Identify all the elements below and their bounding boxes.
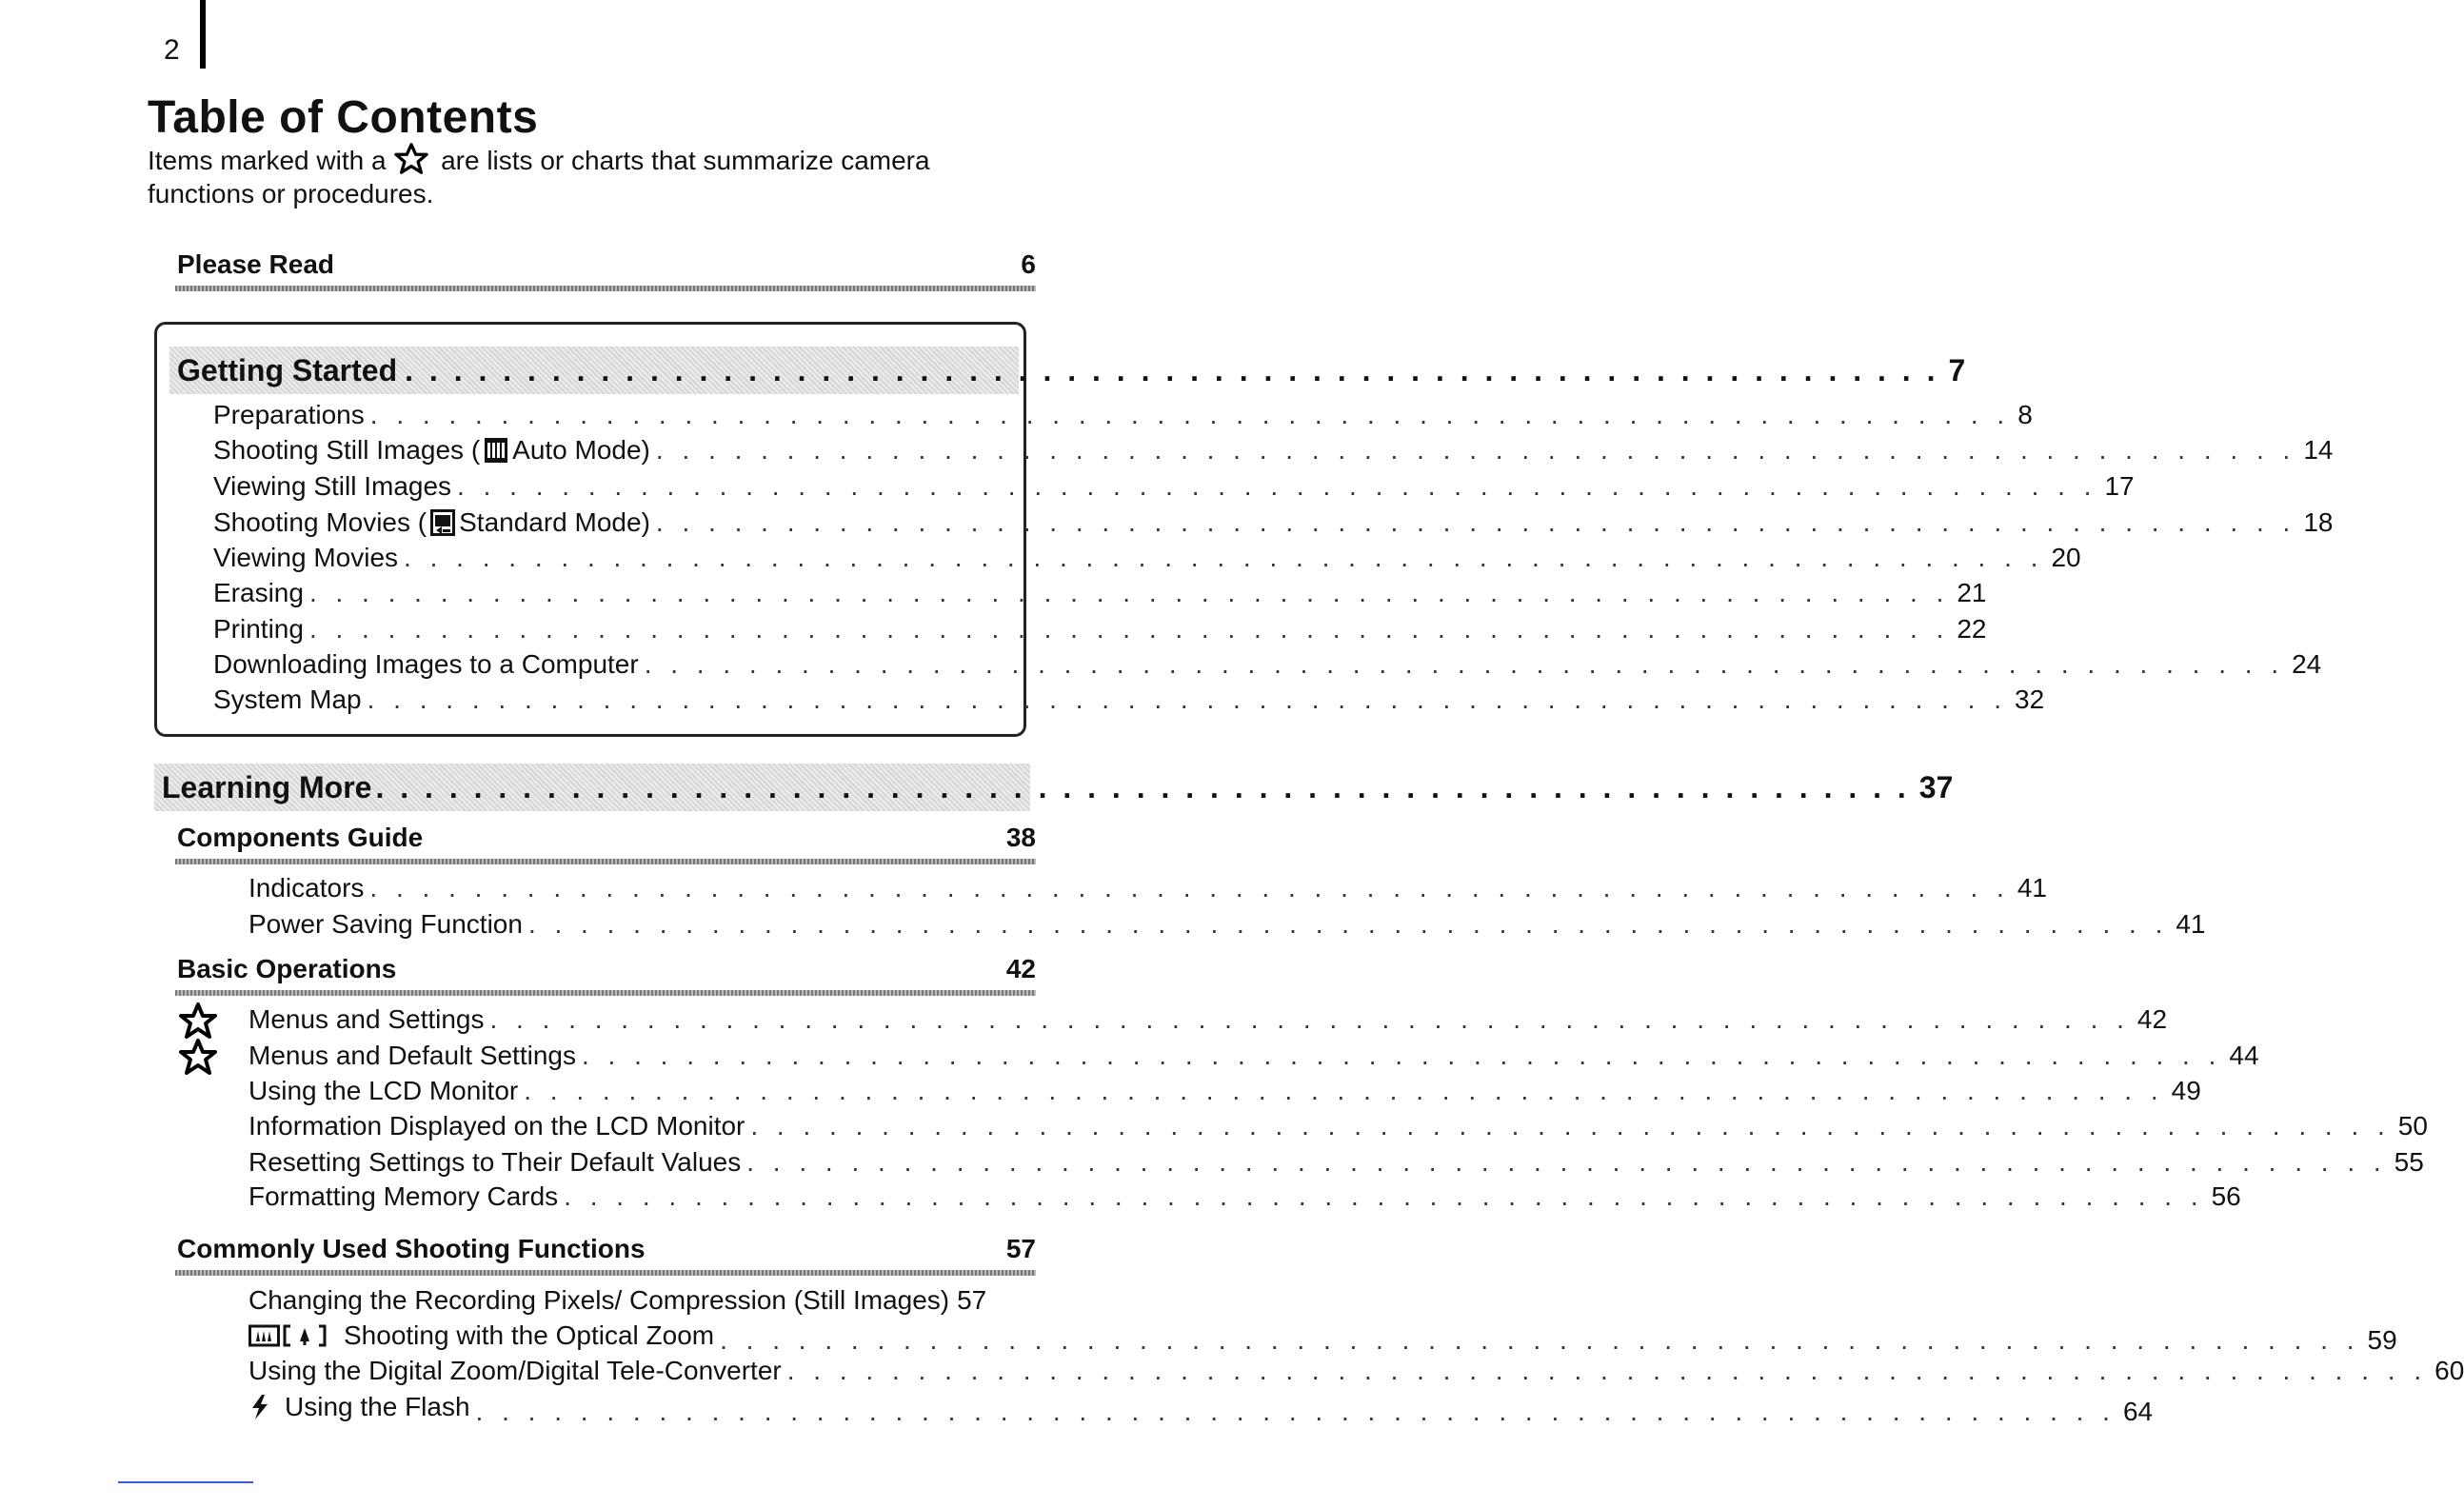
basic-operations-rule <box>175 990 1036 996</box>
toc-entry-leader: . . . . . . . . . . . . . . . . . . . . . . . . . . . . . . . . . . . . . . . . . . . . . . . . . . . . . . . . . . . . . . . <box>750 1111 2391 1141</box>
toc-entry-page: 22 <box>1957 614 1987 644</box>
toc-entry-label: Formatting Memory Cards <box>248 1181 559 1211</box>
toc-entry-label-start: Shooting Still Images ( <box>213 435 481 465</box>
please-read-section <box>177 249 1036 280</box>
toc-entry[interactable] <box>213 614 1987 645</box>
star-icon <box>393 143 429 175</box>
toc-entry-label: Menus and Settings <box>248 1004 485 1034</box>
flash-icon <box>248 1394 271 1420</box>
learning-more-page: 37 <box>1918 769 1954 804</box>
intro-text <box>148 143 1004 210</box>
toc-entry[interactable] <box>213 543 2081 573</box>
toc-entry-page: 42 <box>2136 1004 2168 1034</box>
toc-entry-page: 55 <box>2394 1147 2424 1177</box>
toc-entry-page: 41 <box>2017 873 2047 903</box>
toc-entry-leader: . . . . . . . . . . . . . . . . . . . . . . . . . . . . . . . . . . . . . . . . . . . . . . . . . . . . . . . . . . . . . . . <box>457 471 2097 501</box>
toc-entry[interactable] <box>213 649 2322 680</box>
toc-entry-label <box>248 1392 470 1422</box>
toc-entry[interactable] <box>248 1041 2259 1071</box>
star-icon <box>179 1002 217 1040</box>
toc-entry-leader: . . . . . . . . . . . . . . . . . . . . . . . . . . . . . . . . . . . . . . . . . . . . . . . . . . . . . . . . . . . . . . . <box>524 1076 2164 1105</box>
toc-entry-label <box>213 435 650 466</box>
shooting-functions-page: 57 <box>1005 1234 1036 1263</box>
toc-entry-leader: . . . . . . . . . . . . . . . . . . . . . . . . . . . . . . . . . . . . . . . . . . . . . . . . . . . . . . . . . . . . . . . <box>369 400 2011 429</box>
toc-entry[interactable] <box>213 400 2033 430</box>
toc-entry[interactable] <box>248 1111 2428 1141</box>
toc-entry-leader: . . . . . . . . . . . . . . . . . . . . . . . . . . . . . . . . . . . . . . . . . . . . . . . . . . . . . . . . . . . . . . . <box>720 1325 2360 1355</box>
shooting-functions-heading[interactable] <box>177 1234 1036 1264</box>
toc-entry-page: 41 <box>2176 909 2206 939</box>
toc-entry-page: 60 <box>2434 1356 2464 1385</box>
toc-entry-label-text: Using the Flash <box>285 1392 470 1421</box>
toc-entry-label: Erasing <box>213 578 304 607</box>
page-title: Table of Contents <box>148 92 539 143</box>
toc-entry[interactable] <box>248 1004 2168 1035</box>
please-read-page: 6 <box>1021 249 1036 279</box>
toc-entry-page: 59 <box>2367 1325 2397 1355</box>
getting-started-heading[interactable] <box>169 347 1966 394</box>
toc-entry-leader: . . . . . . . . . . . . . . . . . . . . . . . . . . . . . . . . . . . . . . . . . . . . . . . . . . . . . . . . . . . . . . . <box>786 1356 2428 1385</box>
toc-entry-page: 50 <box>2397 1111 2428 1141</box>
toc-entry-leader: . . . . . . . . . . . . . . . . . . . . . . . . . . . . . . . . . . . . . . . . . . . . . . . . . . . . . . . . . . . . . . . <box>308 578 1950 607</box>
toc-entry[interactable] <box>213 435 2334 466</box>
toc-entry[interactable] <box>213 685 2045 715</box>
intro-text-start: Items marked with a <box>148 146 387 175</box>
toc-entry-page: 44 <box>2229 1041 2259 1070</box>
toc-entry-leader: . . . . . . . . . . . . . . . . . . . . . . . . . . . . . . . . . . . . . . . . . . . . . . . . . . . . . . . . . . . . . . . <box>369 873 2010 903</box>
toc-entry-leader: . . . . . . . . . . . . . . . . . . . . . . . . . . . . . . . . . . . . . . . . . . . . . . . . . . . . . . . . . . . . . . . <box>655 435 2296 465</box>
toc-entry-leader: . . . . . . . . . . . . . . . . . . . . . . . . . . . . . . . . . . . . . . . . . . . . . . . . . . . . . . . . . . . . . . . <box>644 649 2285 679</box>
toc-entry[interactable] <box>213 578 1987 608</box>
toc-entry-leader: . . . . . . . . . . . . . . . . . . . . . . . . . . . . . . . . . . . . . . . . . . . . . . . . . . . . . . . . . . . . . . . <box>581 1041 2222 1070</box>
toc-entry-label-end: Standard Mode) <box>459 507 650 537</box>
toc-entry-label-end: Auto Mode) <box>512 435 650 465</box>
toc-entry-page: 17 <box>2104 471 2135 501</box>
basic-operations-page: 42 <box>1005 954 1036 983</box>
shooting-functions-label: Commonly Used Shooting Functions <box>177 1234 646 1263</box>
toc-entry-leader: . . . . . . . . . . . . . . . . . . . . . . . . . . . . . . . . . . . . . . . . . . . . . . . . . . . . . . . . . . . . . . . <box>527 909 2169 939</box>
toc-entry-label: Using the Digital Zoom/Digital Tele-Converter <box>248 1356 782 1385</box>
toc-entry-label <box>248 1320 714 1351</box>
toc-entry-label: Information Displayed on the LCD Monitor <box>248 1111 745 1141</box>
toc-entry-page: 24 <box>2292 649 2322 679</box>
basic-operations-heading[interactable] <box>177 954 1036 984</box>
toc-entry[interactable] <box>248 1320 2397 1356</box>
toc-entry[interactable] <box>213 507 2334 538</box>
auto-mode-icon <box>484 437 508 464</box>
toc-entry[interactable] <box>248 1392 2154 1427</box>
components-guide-page: 38 <box>1005 823 1036 852</box>
toc-entry[interactable] <box>248 1147 2424 1178</box>
basic-operations-label: Basic Operations <box>177 954 397 983</box>
page-number: 2 <box>164 34 180 66</box>
toc-entry-leader: . . . . . . . . . . . . . . . . . . . . . . . . . . . . . . . . . . . . . . . . . . . . . . . . . . . . . . . . . . . . . . . <box>489 1004 2130 1034</box>
learning-more-label: Learning More <box>162 769 372 804</box>
footer-rule <box>118 1481 253 1483</box>
toc-entry-page: 57 <box>957 1285 987 1315</box>
learning-more-heading[interactable] <box>154 764 1954 811</box>
toc-entry-label: Downloading Images to a Computer <box>213 649 639 679</box>
toc-entry-page: 56 <box>2211 1181 2241 1211</box>
toc-entry-label: Power Saving Function <box>248 909 523 939</box>
toc-entry[interactable] <box>248 1076 2201 1106</box>
toc-entry[interactable] <box>248 1356 2464 1386</box>
toc-entry-page: 14 <box>2303 435 2334 465</box>
please-read-rule <box>175 286 1036 291</box>
toc-entry-label: Viewing Still Images <box>213 471 452 501</box>
getting-started-label: Getting Started <box>177 352 398 387</box>
components-guide-rule <box>175 859 1036 864</box>
toc-entry-label: System Map <box>213 685 362 714</box>
toc-entry-label: Resetting Settings to Their Default Values <box>248 1147 742 1177</box>
toc-entry-label-text: Shooting with the Optical Zoom <box>344 1320 715 1350</box>
components-guide-label: Components Guide <box>177 823 424 852</box>
toc-entry-leader: . . . . . . . . . . . . . . . . . . . . . . . . . . . . . . . . . . . . . . . . . . . . . . . . . . . . . . . . . . . . . . . <box>655 507 2296 537</box>
toc-entry[interactable] <box>248 1181 2241 1212</box>
toc-entry-label: Preparations <box>213 400 365 429</box>
toc-entry-page: 18 <box>2303 507 2334 537</box>
standard-movie-icon <box>430 509 455 536</box>
toc-entry-label: Changing the Recording Pixels/ Compression (Still Images) <box>248 1285 950 1315</box>
toc-entry-label: Indicators <box>248 873 365 903</box>
shooting-functions-rule <box>175 1270 1036 1276</box>
toc-entry[interactable] <box>213 471 2135 502</box>
intro-text-end: are lists or charts that summarize camera functions or procedures. <box>148 146 930 208</box>
toc-entry-page: 32 <box>2015 685 2045 714</box>
toc-entry-label: Viewing Movies <box>213 543 399 572</box>
toc-entry-page: 64 <box>2122 1397 2154 1426</box>
page-number-bar <box>200 0 206 69</box>
toc-entry-label: Printing <box>213 614 304 644</box>
toc-entry[interactable] <box>248 909 2206 940</box>
toc-entry-leader: . . . . . . . . . . . . . . . . . . . . . . . . . . . . . . . . . . . . . . . . . . . . . . . . . . . . . . . . . . . . . . . <box>564 1181 2204 1211</box>
toc-entry-leader: . . . . . . . . . . . . . . . . . . . . . . . . . . . . . . . . . . . . . . . . . . . . . . . . . . . . . . . . . . . . . . . <box>475 1397 2116 1426</box>
toc-entry-label <box>213 507 650 538</box>
toc-entry-page: 49 <box>2171 1076 2201 1105</box>
components-guide-heading[interactable] <box>177 823 1036 853</box>
zoom-icons <box>248 1322 330 1349</box>
star-icon <box>179 1038 217 1076</box>
toc-entry-leader: . . . . . . . . . . . . . . . . . . . . . . . . . . . . . . . . . . . . . . . . . . . . . . . . . . . . . . . . . . . . . . . <box>367 685 2008 714</box>
please-read-heading[interactable] <box>177 249 1036 280</box>
toc-entry-page: 21 <box>1957 578 1987 607</box>
toc-entry[interactable] <box>248 1285 1036 1316</box>
toc-entry-page: 20 <box>2051 543 2081 572</box>
getting-started-leader: . . . . . . . . . . . . . . . . . . . . . . . . . . . . . . . . . . . . . . . . . . . . . . . . . . . . . . . . . . . . . . . <box>405 352 1939 387</box>
toc-entry-label: Using the LCD Monitor <box>248 1076 519 1105</box>
toc-entry-leader: . . . . . . . . . . . . . . . . . . . . . . . . . . . . . . . . . . . . . . . . . . . . . . . . . . . . . . . . . . . . . . . <box>404 543 2044 572</box>
toc-entry-label-start: Shooting Movies ( <box>213 507 427 537</box>
toc-entry-leader: . . . . . . . . . . . . . . . . . . . . . . . . . . . . . . . . . . . . . . . . . . . . . . . . . . . . . . . . . . . . . . . <box>746 1147 2387 1177</box>
toc-entry-page: 8 <box>2017 400 2033 429</box>
getting-started-page: 7 <box>1948 352 1966 387</box>
toc-entry-label: Menus and Default Settings <box>248 1041 576 1070</box>
please-read-label: Please Read <box>177 249 334 279</box>
toc-entry[interactable] <box>248 873 2047 903</box>
learning-more-leader: . . . . . . . . . . . . . . . . . . . . . . . . . . . . . . . . . . . . . . . . . . . . . . . . . . . . . . . . . . . . . . . <box>375 769 1910 804</box>
toc-entry-leader: . . . . . . . . . . . . . . . . . . . . . . . . . . . . . . . . . . . . . . . . . . . . . . . . . . . . . . . . . . . . . . . <box>308 614 1950 644</box>
